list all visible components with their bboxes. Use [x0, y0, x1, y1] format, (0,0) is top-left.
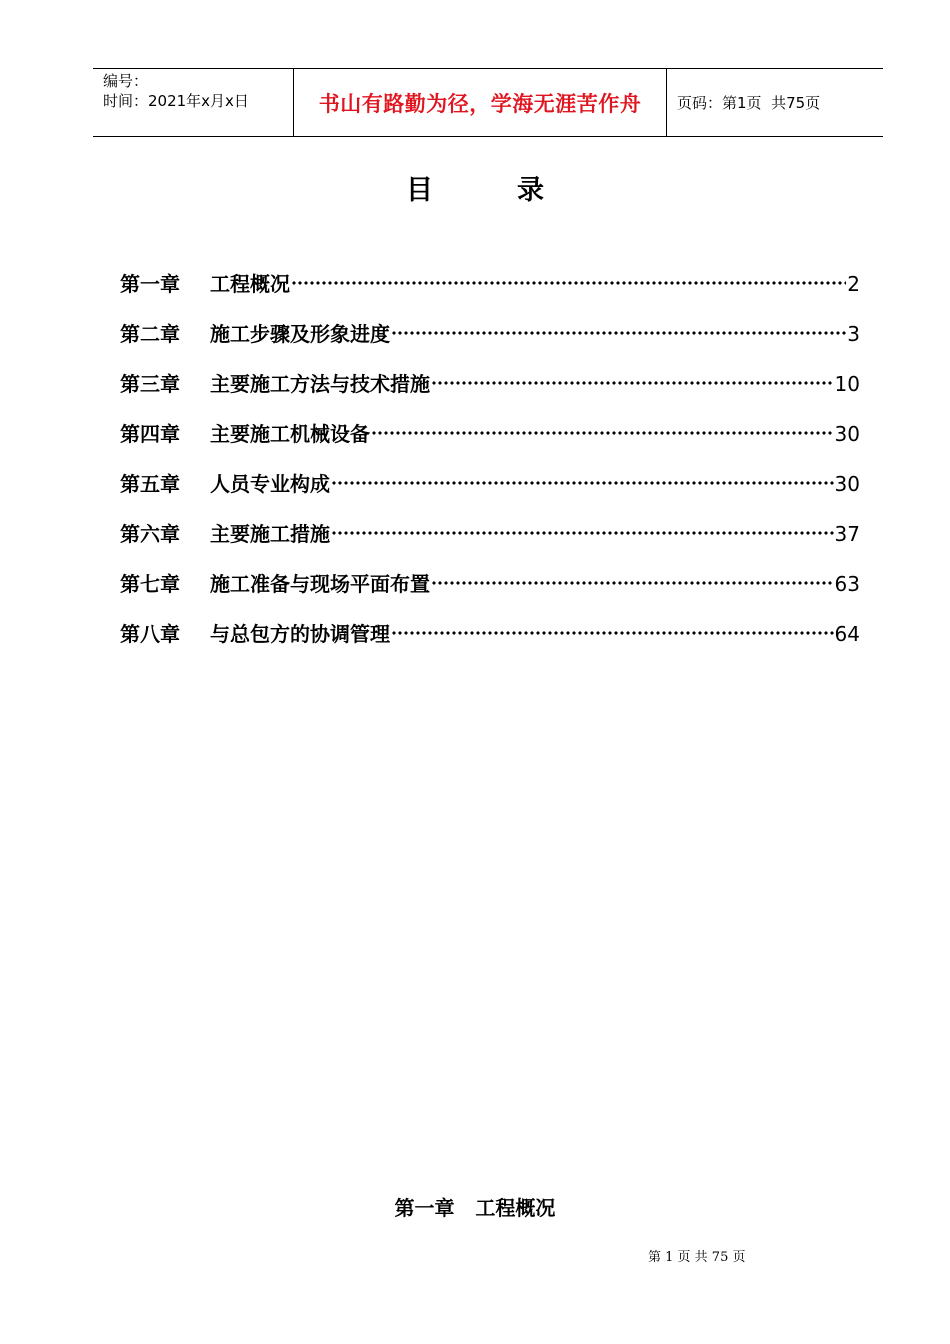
header-page-label: 页码：第1页 共75页: [677, 94, 821, 112]
toc-leader-dots: [431, 581, 834, 585]
toc-entry-page: 3: [847, 322, 860, 346]
footer-page-number: 第 1 页 共 75 页: [648, 1250, 746, 1265]
toc-leader-dots: [291, 281, 846, 285]
header-meta-cell: [93, 69, 294, 136]
toc-entry-page: 30: [834, 472, 860, 496]
toc-entry-page: 10: [834, 372, 860, 396]
toc-leader-dots: [391, 631, 834, 635]
toc-entry[interactable]: [120, 518, 860, 568]
toc-leader-dots: [331, 531, 834, 535]
toc-entry[interactable]: [120, 318, 860, 368]
toc-entry-chapter: 第四章: [120, 422, 180, 446]
document-number-label: 编号：: [103, 72, 149, 90]
toc-entry-chapter: 第三章: [120, 372, 180, 396]
toc-entry-title: 主要施工方法与技术措施: [210, 372, 430, 396]
toc-entry-title: 施工准备与现场平面布置: [210, 572, 430, 596]
toc-entry-chapter: 第二章: [120, 322, 180, 346]
toc-entry[interactable]: [120, 618, 860, 668]
toc-entry[interactable]: [120, 368, 860, 418]
page-header: [93, 68, 883, 137]
chapter-heading: 第一章 工程概况: [394, 1196, 556, 1220]
toc-title-char-1: 目: [406, 175, 433, 206]
toc-title-char-2: 录: [517, 175, 544, 206]
toc-entry-chapter: 第六章: [120, 522, 180, 546]
toc-entry[interactable]: [120, 418, 860, 468]
header-page-cell: [667, 69, 883, 136]
toc-entry-chapter: 第八章: [120, 622, 180, 646]
toc-leader-dots: [431, 381, 834, 385]
toc-entry[interactable]: [120, 268, 860, 318]
toc-entry-page: 30: [834, 422, 860, 446]
toc-entry-title: 施工步骤及形象进度: [210, 322, 390, 346]
table-of-contents: [120, 268, 860, 668]
toc-entry-title: 主要施工机械设备: [210, 422, 370, 446]
toc-entry-title: 人员专业构成: [210, 472, 330, 496]
toc-leader-dots: [371, 431, 834, 435]
header-motto: 书山有路勤为径，学海无涯苦作舟: [318, 91, 642, 116]
toc-entry-page: 2: [847, 272, 860, 296]
toc-entry-page: 37: [834, 522, 860, 546]
toc-entry-chapter: 第五章: [120, 472, 180, 496]
toc-entry-title: 工程概况: [210, 272, 290, 296]
toc-leader-dots: [391, 331, 846, 335]
document-time-label: 时间：2021年x月x日: [103, 92, 249, 110]
toc-leader-dots: [331, 481, 834, 485]
toc-entry-chapter: 第一章: [120, 272, 180, 296]
toc-entry-page: 64: [834, 622, 860, 646]
toc-entry-chapter: 第七章: [120, 572, 180, 596]
toc-entry-title: 主要施工措施: [210, 522, 330, 546]
toc-entry[interactable]: [120, 568, 860, 618]
toc-title: [0, 168, 950, 207]
header-motto-cell: [294, 69, 667, 136]
toc-entry[interactable]: [120, 468, 860, 518]
toc-entry-page: 63: [834, 572, 860, 596]
toc-entry-title: 与总包方的协调管理: [210, 622, 390, 646]
